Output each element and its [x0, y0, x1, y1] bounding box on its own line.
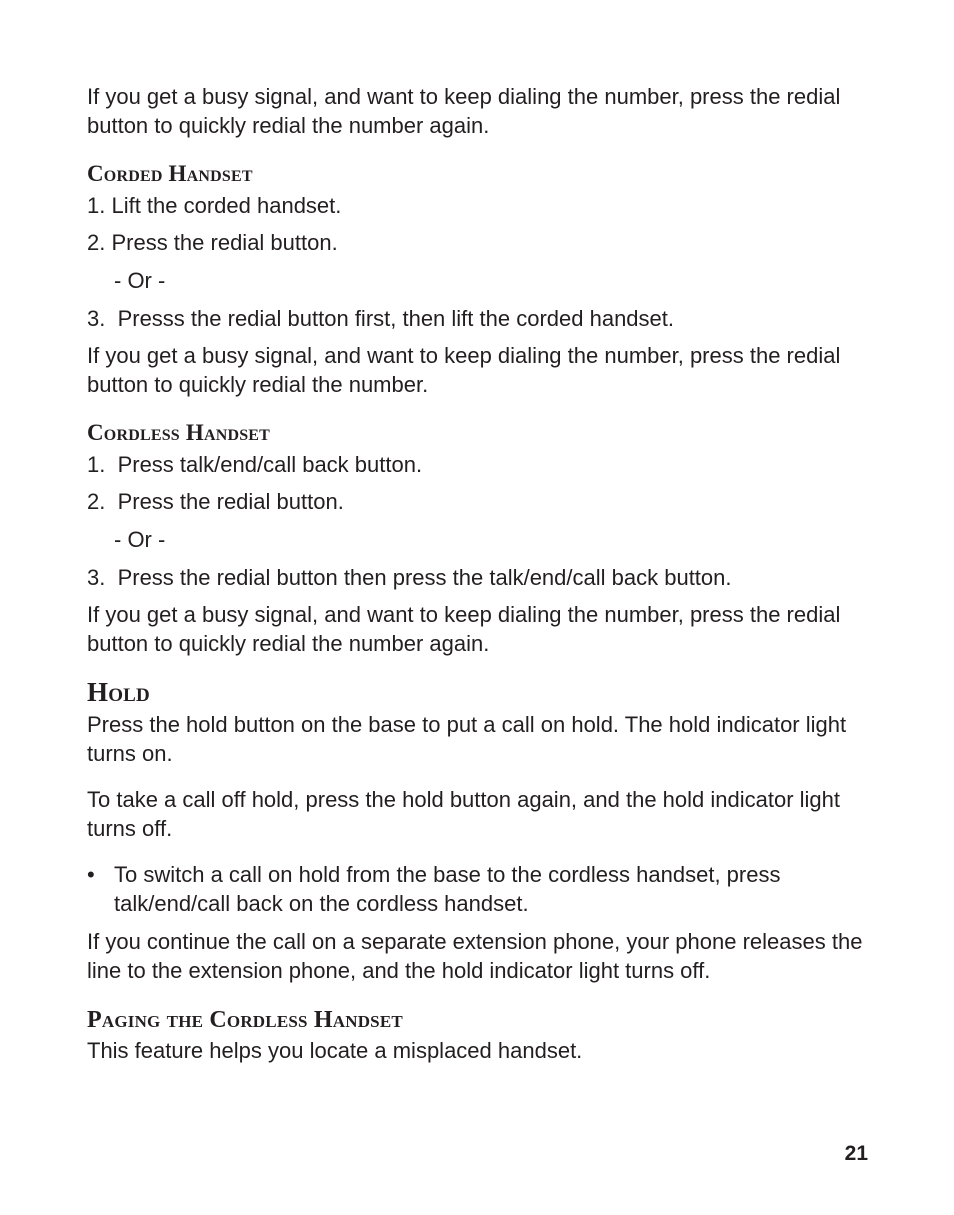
cordless-or-separator: - Or - — [114, 527, 166, 552]
hold-paragraph-1: Press the hold button on the base to put a call on hold. The hold indicator light turns on. — [87, 712, 847, 766]
cordless-handset-heading: Cordless Handset — [87, 420, 271, 445]
page-number: 21 — [844, 1142, 868, 1165]
corded-or-separator: - Or - — [114, 268, 166, 293]
paging-heading: Paging the Cordless Handset — [87, 1007, 403, 1033]
corded-step-3: 3. Presss the redial button first, then lift the corded handset. — [87, 306, 674, 331]
hold-bullet-item — [87, 860, 877, 918]
intro-paragraph: If you get a busy signal, and want to keep dialing the number, press the redial button to quickly redial the number again. — [87, 84, 841, 138]
hold-heading: Hold — [87, 677, 150, 707]
hold-bullet-text: To switch a call on hold from the base to the cordless handset, press talk/end/call back on the cordless handset. — [114, 862, 781, 916]
hold-paragraph-3: If you continue the call on a separate extension phone, your phone releases the line to the extension phone, and the hold indicator light turns off. — [87, 929, 863, 983]
cordless-step-2: 2. Press the redial button. — [87, 489, 344, 514]
corded-step-1: 1. Lift the corded handset. — [87, 193, 342, 218]
bullet-icon: • — [87, 862, 95, 887]
paging-paragraph: This feature helps you locate a misplaced handset. — [87, 1038, 583, 1063]
cordless-busy-note: If you get a busy signal, and want to keep dialing the number, press the redial button to quickly redial the number again. — [87, 602, 841, 656]
corded-step-2: 2. Press the redial button. — [87, 230, 338, 255]
cordless-step-1: 1. Press talk/end/call back button. — [87, 452, 423, 477]
page-content — [87, 82, 877, 1065]
cordless-step-3: 3. Press the redial button then press the talk/end/call back button. — [87, 565, 732, 590]
hold-paragraph-2: To take a call off hold, press the hold button again, and the hold indicator light turns off. — [87, 787, 840, 841]
corded-busy-note: If you get a busy signal, and want to keep dialing the number, press the redial button to quickly redial the number. — [87, 343, 841, 397]
corded-handset-heading: Corded Handset — [87, 161, 253, 186]
